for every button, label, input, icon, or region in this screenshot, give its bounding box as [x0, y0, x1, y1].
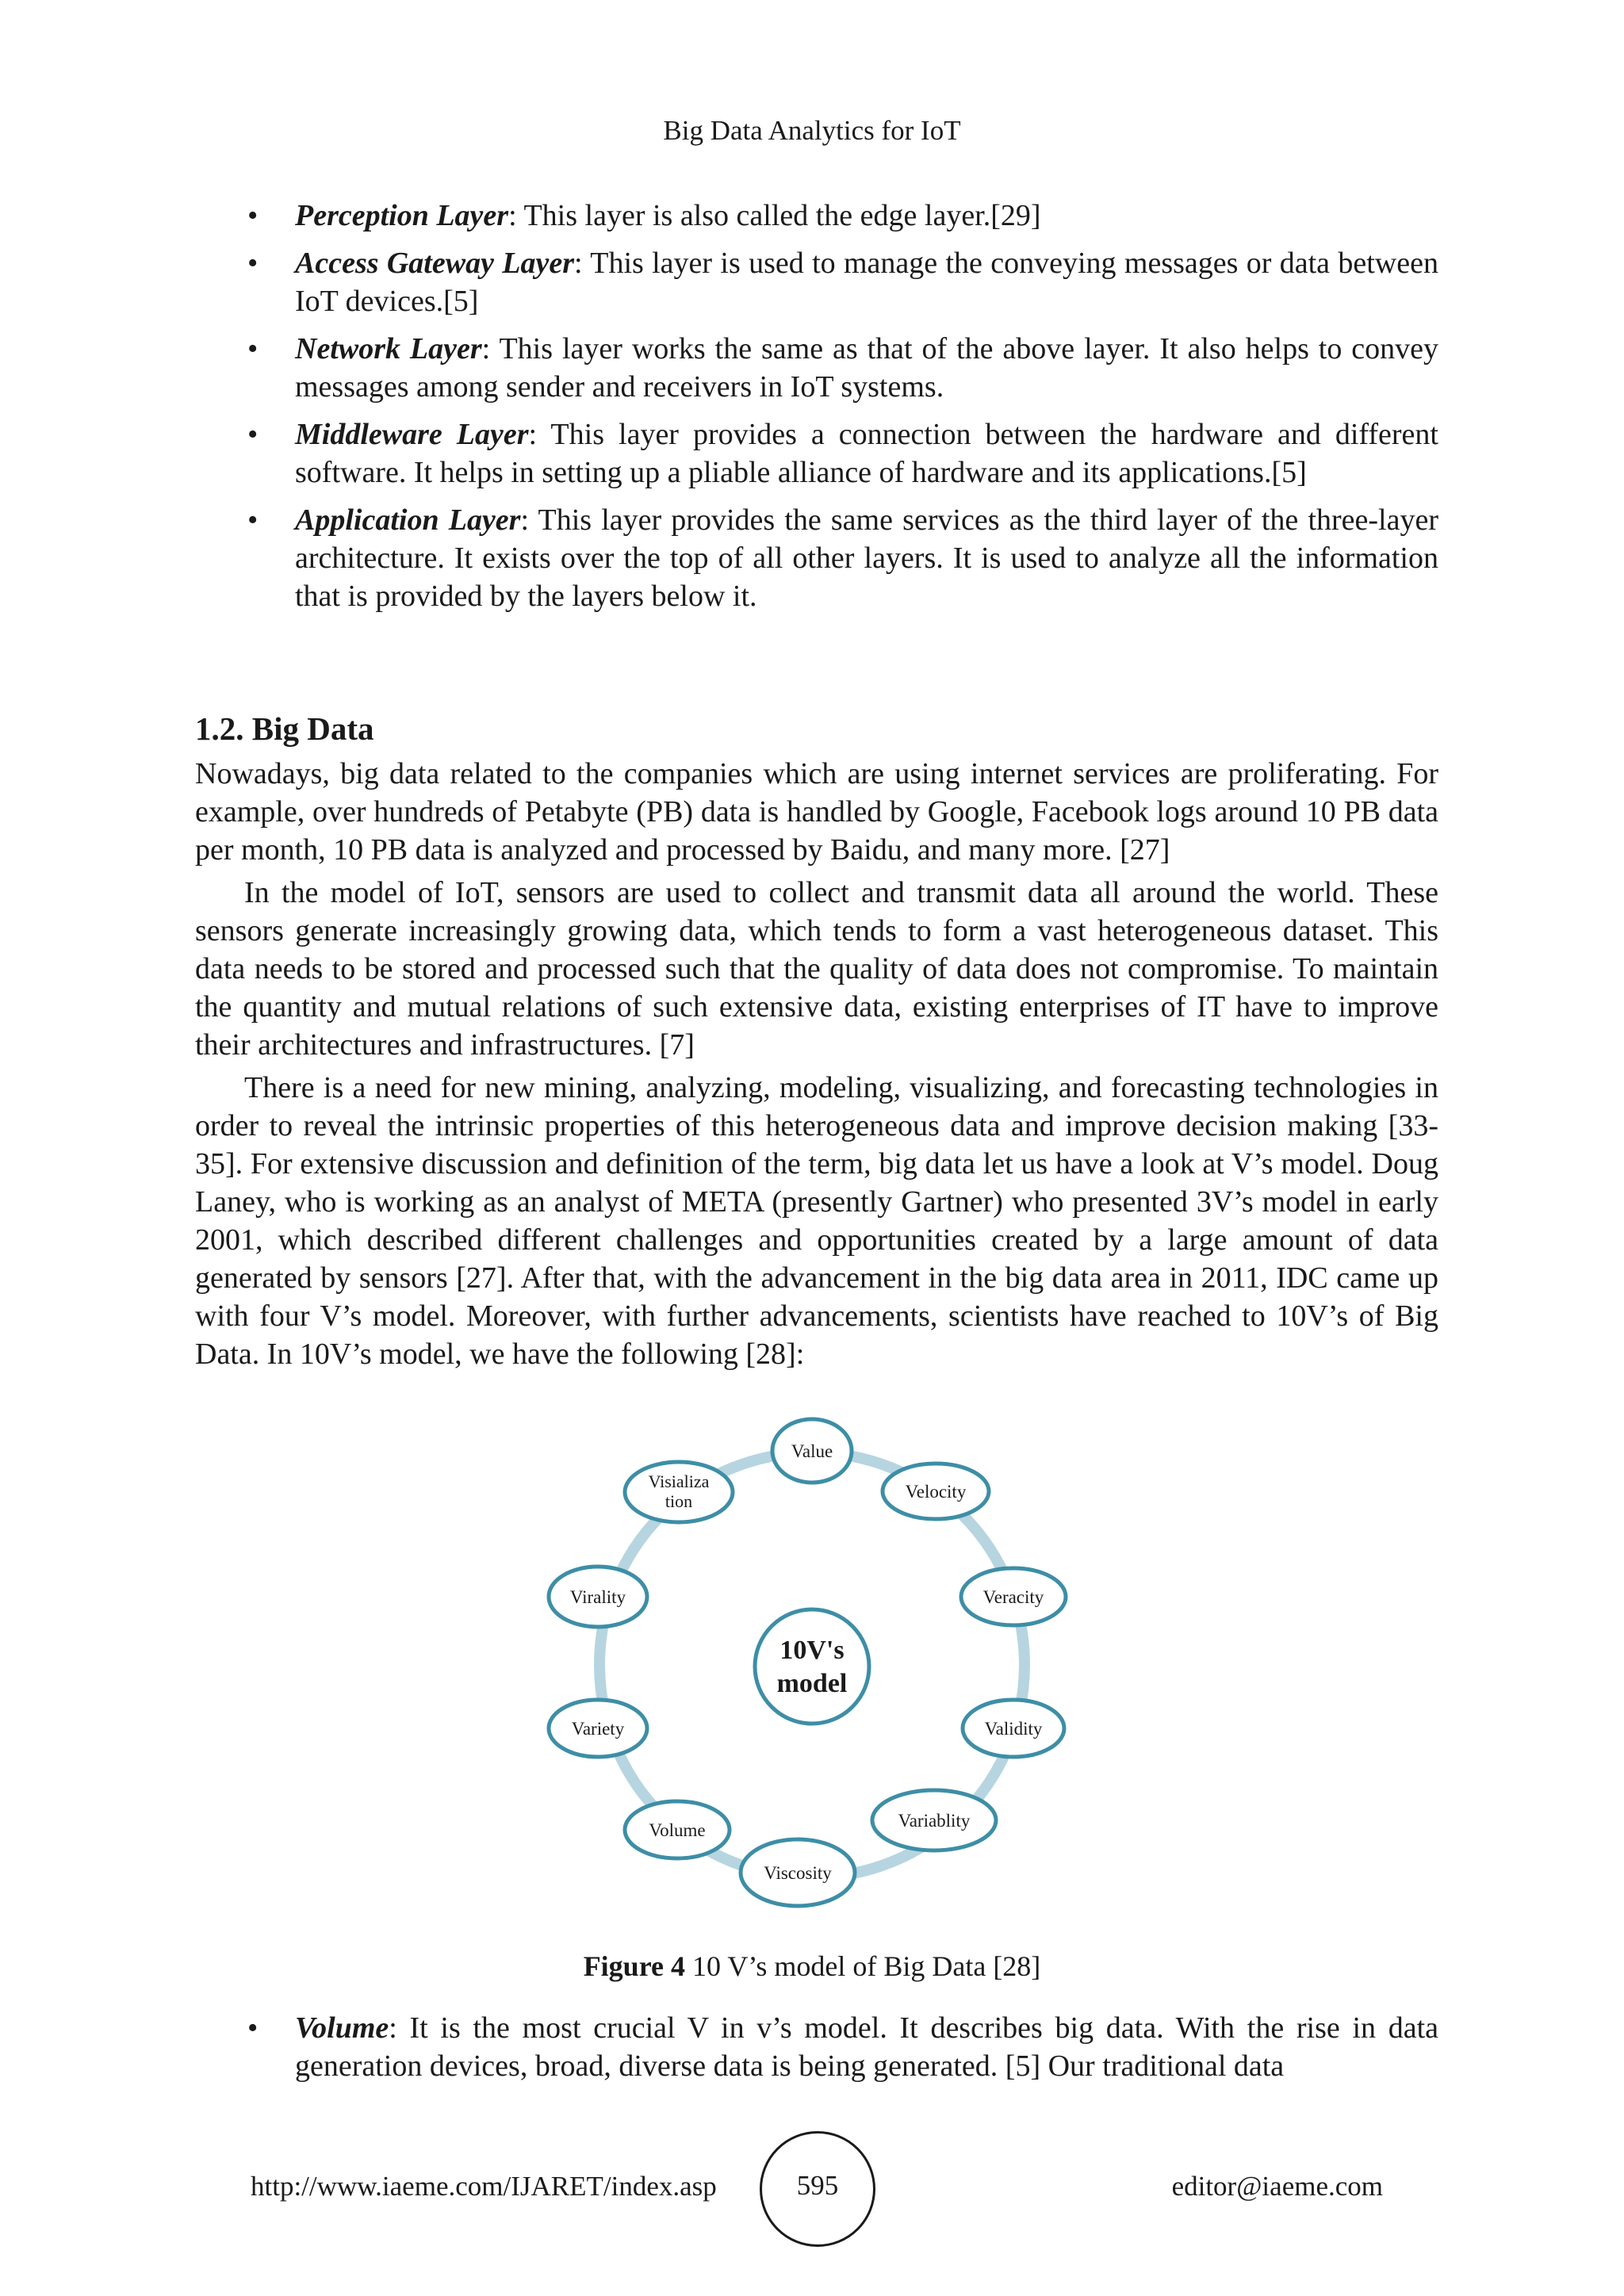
- bullet-perception-layer: [195, 197, 1438, 235]
- bullet-text: : It is the most crucial V in v’s model. It describes big data. With the rise in data generation devices, broad, diverse data is being generated. [5] Our traditional data: [295, 2011, 1438, 2083]
- node-viscosity-label: Viscosity: [764, 1863, 832, 1883]
- 10v-model-diagram: [546, 1411, 1078, 1919]
- bullet-middleware-layer: [195, 415, 1438, 492]
- node-visualization-label-1: Visializa: [648, 1471, 710, 1491]
- paragraph-1: Nowadays, big data related to the companies which are using internet services are proliferating. For example, over hundreds of Petabyte (PB) data is handled by Google, Facebook logs around 10 PB data per month, 10 PB data is analyzed and processed by Baidu, and many more. [27]: [195, 757, 1438, 867]
- volume-bullet-list: [195, 2009, 1438, 2095]
- bullet-term: Access Gateway Layer: [295, 247, 575, 280]
- bullet-volume: [195, 2009, 1438, 2085]
- node-value-label: Value: [791, 1441, 833, 1461]
- bullet-dot: •: [247, 199, 259, 232]
- node-velocity: [883, 1464, 989, 1519]
- center-node: [755, 1609, 869, 1724]
- node-virality: [549, 1567, 647, 1627]
- bullet-text: : This layer is also called the edge layer.[29]: [508, 199, 1041, 232]
- node-volume-label: Volume: [649, 1820, 706, 1840]
- bullet-term: Perception Layer: [295, 199, 509, 232]
- page-number-badge: [760, 2131, 875, 2247]
- figure-caption-label: Figure 4: [583, 1950, 686, 1982]
- big-data-section: [195, 687, 1438, 1373]
- bullet-access-gateway-layer: [195, 244, 1438, 320]
- figure-caption-text: 10 V’s model of Big Data [28]: [685, 1950, 1041, 1982]
- layer-bullet-list: [195, 197, 1438, 625]
- bullet-application-layer: [195, 501, 1438, 615]
- footer-email-link[interactable]: editor@iaeme.com: [1171, 2171, 1383, 2202]
- figure-caption: [0, 1949, 1624, 1984]
- node-velocity-label: Velocity: [905, 1482, 967, 1502]
- center-label-line2: model: [776, 1669, 848, 1698]
- bullet-text: : This layer works the same as that of the above layer. It also helps to convey messages among sender and receivers in IoT systems.: [295, 332, 1439, 404]
- bullet-dot: •: [247, 332, 259, 365]
- bullet-term: Network Layer: [295, 332, 482, 365]
- bullet-network-layer: [195, 330, 1438, 406]
- node-visualization: [625, 1462, 733, 1522]
- bullet-text: : This layer is used to manage the conveying messages or data between IoT devices.[5]: [295, 247, 1438, 318]
- node-virality-label: Virality: [569, 1587, 626, 1607]
- node-variety: [549, 1700, 647, 1757]
- bullet-dot: •: [247, 247, 259, 280]
- bullet-text: : This layer provides a connection between the hardware and different software. It helps in setting up a pliable alliance of hardware and its applications.[5]: [295, 418, 1438, 489]
- node-viscosity: [741, 1839, 855, 1906]
- paragraph-2: In the model of IoT, sensors are used to collect and transmit data all around the world. These sensors generate increasingly growing data, which tends to form a vast heterogeneous dataset. This data needs to be stored and processed such that the quality of data does not compromise. To maintain the quantity and mutual relations of such extensive data, existing enterprises of IT have to improve their architectures and infrastructures. [7]: [195, 876, 1438, 1062]
- bullet-text: : This layer provides the same services as the third layer of the three-layer architecture. It exists over the top of all other layers. It is used to analyze all the information that is provided by the layers below it.: [295, 503, 1438, 613]
- page-number: 595: [796, 2170, 839, 2201]
- node-validity: [963, 1700, 1064, 1757]
- node-visualization-label-2: tion: [665, 1491, 693, 1511]
- running-header: Big Data Analytics for IoT: [663, 115, 961, 146]
- bullet-dot: •: [247, 503, 259, 537]
- bullet-term: Volume: [295, 2011, 389, 2045]
- bullet-term: Application Layer: [295, 503, 521, 537]
- footer-url-link[interactable]: http://www.iaeme.com/IJARET/index.asp: [251, 2171, 717, 2202]
- node-value: [772, 1419, 852, 1483]
- node-validity-label: Validity: [984, 1719, 1043, 1739]
- node-variability: [872, 1790, 996, 1850]
- bullet-dot: •: [247, 2011, 259, 2045]
- node-volume: [625, 1801, 730, 1858]
- node-variability-label: Variablity: [898, 1811, 971, 1831]
- center-label-line1: 10V's: [779, 1636, 845, 1665]
- section-title: 1.2. Big Data: [195, 710, 374, 747]
- bullet-dot: •: [247, 418, 259, 451]
- node-veracity: [961, 1568, 1066, 1625]
- node-veracity-label: Veracity: [982, 1587, 1044, 1607]
- bullet-term: Middleware Layer: [295, 418, 529, 451]
- paragraph-3: There is a need for new mining, analyzing, modeling, visualizing, and forecasting technologies in order to reveal the intrinsic properties of this heterogeneous data and improve decision making [33-35]. For extensive discussion and definition of the term, big data let us have a look at V’s model. Doug Laney, who is working as an analyst of META (presently Gartner) who presented 3V’s model in early 2001, which described different challenges and opportunities created by a large amount of data generated by sensors [27]. After that, with the advancement in the big data area in 2011, IDC came up with four V’s model. Moreover, with further advancements, scientists have reached to 10V’s of Big Data. In 10V’s model, we have the following [28]:: [195, 1071, 1438, 1371]
- node-variety-label: Variety: [571, 1719, 625, 1739]
